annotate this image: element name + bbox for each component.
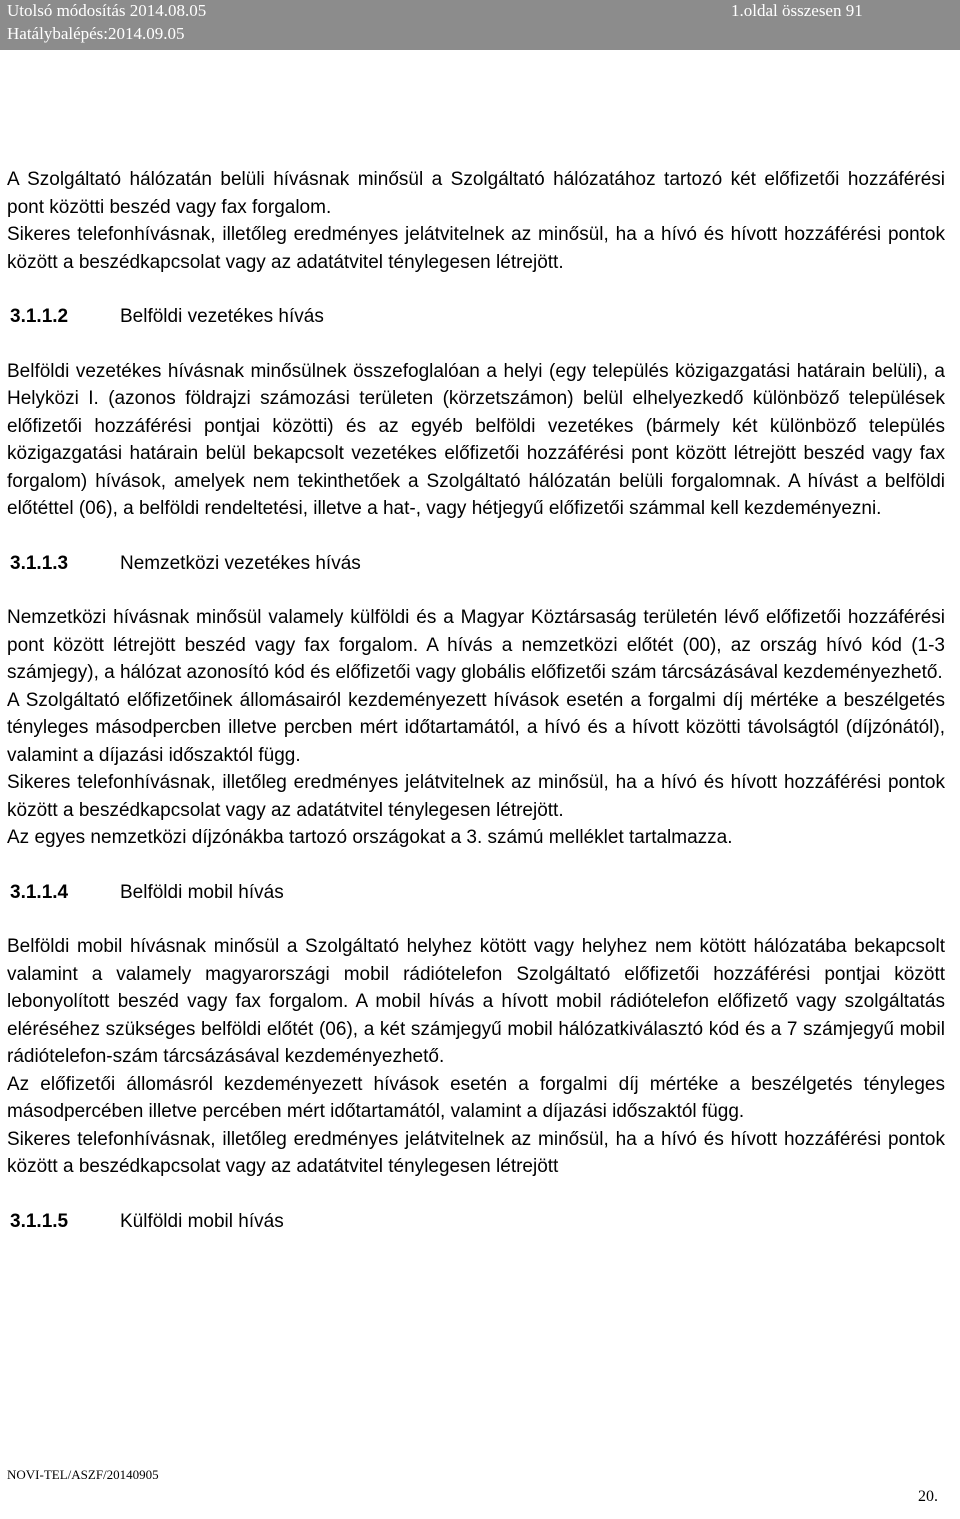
footer-page-number: 20. [918, 1488, 938, 1505]
paragraph: Sikeres telefonhívásnak, illetőleg eredményes jelátvitelnek az minősül, ha a hívó és hívott hozzáférési pontok között a beszédkapcsolat vagy az adatátvitel ténylegesen létrejött [7, 1128, 945, 1177]
section-title: Belföldi mobil hívás [120, 881, 284, 903]
paragraph: Belföldi mobil hívásnak minősül a Szolgáltató helyhez kötött vagy helyhez nem kötött hálózatába bekapcsolt valamint a valamely magyarországi mobil rádiótelefon Szolgáltató előfizetői hozzáférési pontjai között lebonyolított beszéd vagy fax forgalom. A mobil hívás a hívott mobil rádiótelefon előfizető vagy szolgáltatás eléréséhez szükséges belföldi előtét (06), a két számjegyű mobil hálózatkiválasztó kód és a 7 számjegyű mobil rádiótelefon-szám tárcsázásával kezdeményezhető. [7, 936, 945, 1067]
paragraph: A Szolgáltató előfizetőinek állomásairól kezdeményezett hívások esetén a forgalmi díj mértéke a beszélgetés tényleges másodpercben illetve percben mért időtartamától, a hívó és a hívott közötti távolságtól (díjzónától), valamint a díjazási időszaktól függ. [7, 689, 945, 766]
paragraph: Az egyes nemzetközi díjzónákba tartozó országokat a 3. számú melléklet tartalmazza. [7, 827, 733, 848]
footer-doc-id: NOVI-TEL/ASZF/20140905 [7, 1467, 159, 1482]
paragraph: A Szolgáltató hálózatán belüli hívásnak minősül a Szolgáltató hálózatához tartozó két előfizetői hozzáférési pont közötti beszéd vagy fax forgalom. [7, 169, 945, 218]
section-number: 3.1.1.2 [10, 306, 69, 327]
paragraph: Nemzetközi hívásnak minősül valamely külföldi és a Magyar Köztársaság területén lévő előfizetői hozzáférési pont között létrejött beszéd vagy fax forgalom. A hívás a nemzetközi előtét (00), az ország hívó kód (1-3 számjegy), a hálózat azonosító kód és előfizetői vagy globális előfizetői szám tárcsázásával kezdeményezhető. [7, 607, 945, 683]
section-heading-3-1-1-4 [7, 879, 945, 907]
section-number: 3.1.1.3 [10, 552, 69, 574]
section-heading-3-1-1-5 [7, 1208, 945, 1236]
effective-date-text: Hatálybalépés:2014.09.05 [7, 24, 185, 43]
section-heading-3-1-1-3 [7, 550, 945, 578]
last-modified-text: Utolsó módosítás 2014.08.05 [7, 1, 207, 20]
section-heading-3-1-1-2 [7, 303, 945, 331]
paragraph: Sikeres telefonhívásnak, illetőleg eredményes jelátvitelnek az minősül, ha a hívó és hívott hozzáférési pontok között a beszédkapcsolat vagy az adatátvitel ténylegesen létrejött. [7, 772, 945, 821]
section-number: 3.1.1.5 [10, 1210, 69, 1232]
page-info-text: 1.oldal összesen 91 [731, 1, 863, 20]
page-header [0, 0, 960, 50]
paragraph: Sikeres telefonhívásnak, illetőleg eredményes jelátvitelnek az minősül, ha a hívó és hívott hozzáférési pontok között a beszédkapcsolat vagy az adatátvitel ténylegesen létrejött. [7, 224, 945, 273]
section-title: Belföldi vezetékes hívás [120, 306, 324, 327]
section-number: 3.1.1.4 [10, 881, 69, 903]
paragraph: Belföldi vezetékes hívásnak minősülnek összefoglalóan a helyi (egy település közigazgatási határain belüli), a Helyközi I. (azonos földrajzi számozási területen (körzetszámon) belül elhelyezkedő különböző települések előfizetői hozzáférési pontjai közötti) és az egyéb belföldi vezetékes (bármely két különböző település közigazgatási határain belül bekapcsolt vezetékes előfizetői hozzáférési pont között létrejött beszéd vagy fax forgalom) hívások, amelyek nem tekinthetőek a Szolgáltató hálózatán belüli forgalomnak. A hívást a belföldi előtéttel (06), a belföldi rendeltetési, illetve a hat-, vagy hétjegyű előfizetői számmal kell kezdeményezni. [7, 360, 945, 519]
document-body [7, 166, 945, 1235]
paragraph: Az előfizetői állomásról kezdeményezett hívások esetén a forgalmi díj mértéke a beszélgetés tényleges másodpercében illetve percében mért időtartamától, valamint a díjazási időszaktól függ. [7, 1073, 945, 1122]
section-title: Külföldi mobil hívás [120, 1210, 284, 1232]
section-title: Nemzetközi vezetékes hívás [120, 552, 361, 574]
